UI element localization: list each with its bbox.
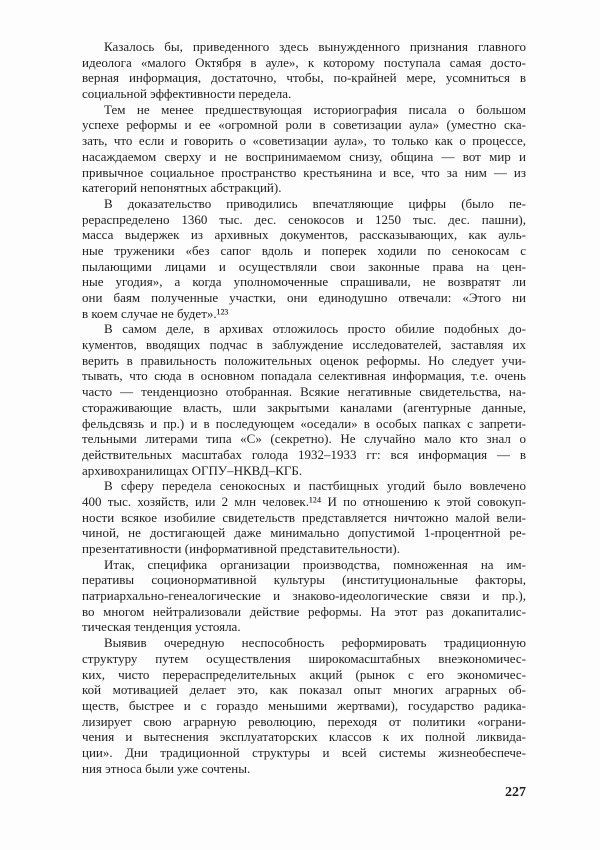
paragraph — [82, 478, 526, 556]
text-line: патриархально-генеалогические и знаково-идеологические связи и пр.), — [82, 588, 526, 604]
text-line: ции». Дни традиционной структуры и всей системы жизнеобеспече- — [82, 744, 526, 760]
text-line: ные угодия», а когда уполномоченные спрашивали, не возвратят ли — [82, 274, 526, 290]
text-line: идеолога «малого Октября в ауле», к которому поступала самая досто- — [82, 54, 526, 70]
text-line: тическая тенденция устояла. — [82, 619, 241, 635]
text-line: ные труженики «без сапог вдоль и поперек ходили по сенокосам с — [82, 242, 526, 258]
text-line: верная информация, достаточно, чтобы, по-крайней мере, усомниться в — [82, 70, 526, 86]
text-line: действительных масштабах голода 1932–1933 гг: вся информация — в — [82, 446, 526, 462]
text-line: чиной, не достигающей даже минимально допустимой 1-процентной ре- — [82, 525, 526, 541]
text-line: 400 тыс. хозяйств, или 2 млн человек.¹²⁴ И по отношению к этой совокуп- — [82, 493, 526, 509]
text-line: чения и вытеснения эксплуататорских классов к их полной ликвида- — [82, 729, 526, 745]
text-line: зать, что если и говорить о «советизации аула», то только как о процессе, — [82, 133, 526, 149]
text-line: ких, чисто перераспределительных акций (рынок с его экономичес- — [82, 666, 526, 682]
text-line: рераспределено 1360 тыс. дес. сенокосов и 1250 тыс. дес. пашни), — [82, 211, 526, 227]
text-line: привычное социальное пространство крестьянина и все, что за ним — из — [82, 164, 526, 180]
text-line: успехе реформы и ее «огромной роли в советизации аула» (уместно ска- — [82, 117, 526, 133]
text-line: они баям полученные участки, они единодушно отвечали: «Этого ни — [82, 290, 526, 305]
text-line: Итак, специфика организации производства, помноженная на им- — [104, 556, 526, 572]
text-line: перативы соционормативной культуры (институциональные факторы, — [82, 572, 526, 588]
text-line: фельдсвязь и пр.) и в последующем «оседали» в особых папках с запрети- — [82, 415, 526, 431]
text-line: структуру путем осуществления широкомасштабных внеэкономичес- — [82, 650, 526, 666]
text-line: архивохранилищах ОГПУ–НКВД–КГБ. — [82, 462, 303, 478]
paragraph — [82, 196, 526, 322]
paragraph — [82, 635, 526, 776]
paragraph — [82, 557, 526, 635]
text-line: стораживающие власть, шли закрытыми каналами (агентурные данные, — [82, 399, 526, 415]
paragraph — [82, 102, 526, 196]
text-line: тывать, что сюда в основном попадала селективная информация, т.е. очень — [82, 368, 526, 384]
page-number: 227 — [505, 785, 526, 800]
text-line: В самом деле, в архивах отложилось просто обилие подобных до- — [104, 321, 526, 337]
text-line: в коем случае не будет».¹²³ — [82, 305, 229, 321]
text-line: лизирует свою аграрную революцию, переходя от политики «ограни- — [82, 713, 526, 729]
text-line: Выявив очередную неспособность реформировать традиционную — [104, 635, 526, 651]
text-line: Казалось бы, приведенного здесь вынужденного признания главного — [104, 39, 526, 54]
text-line: ния этноса были уже сочтены. — [82, 760, 251, 776]
paragraph — [82, 321, 526, 478]
text-line: пылающими лицами и осуществляли свои законные права на цен- — [82, 258, 526, 274]
text-line: В доказательство приводились впечатляющие цифры (было пе- — [104, 195, 526, 211]
text-line: во многом нейтрализовали действие реформы. На этот раз докапиталис- — [82, 603, 526, 619]
page-body — [82, 39, 526, 776]
text-line: ности всякое изобилие свидетельств представляется ничтожно малой вели- — [82, 509, 526, 525]
text-line: В сферу передела сенокосных и пастбищных угодий было вовлечено — [104, 478, 526, 494]
text-line: часто — тенденциозно отобранная. Всякие негативные свидетельства, на- — [82, 384, 526, 400]
text-line: масса выдержек из архивных документов, рассказывающих, как ауль- — [82, 227, 526, 243]
text-line: категорий непонятных абстракций). — [82, 180, 282, 196]
text-line: Тем не менее предшествующая историография писала о большом — [104, 101, 526, 117]
text-line: кой мотивацией делает это, как показал опыт многих аграрных об- — [82, 682, 526, 698]
text-line: тельными литерами типа «С» (секретно). Не случайно мало кто знал о — [82, 431, 526, 447]
text-line: насаждаемом сверху и не воспринимаемом снизу, община — вот мир и — [82, 148, 526, 164]
text-line: верить в правильность положительных оценок реформы. Но следует учи- — [82, 352, 526, 368]
text-line: кументов, вводящих подчас в заблуждение исследователей, заставляя их — [82, 337, 526, 353]
paragraph — [82, 39, 526, 102]
text-line: социальной эффективности передела. — [82, 86, 292, 102]
text-line: ществ, быстрее и с гораздо меньшими жертвами), государство радика- — [82, 697, 526, 713]
text-line: презентативности (информативной представительности). — [82, 541, 400, 556]
